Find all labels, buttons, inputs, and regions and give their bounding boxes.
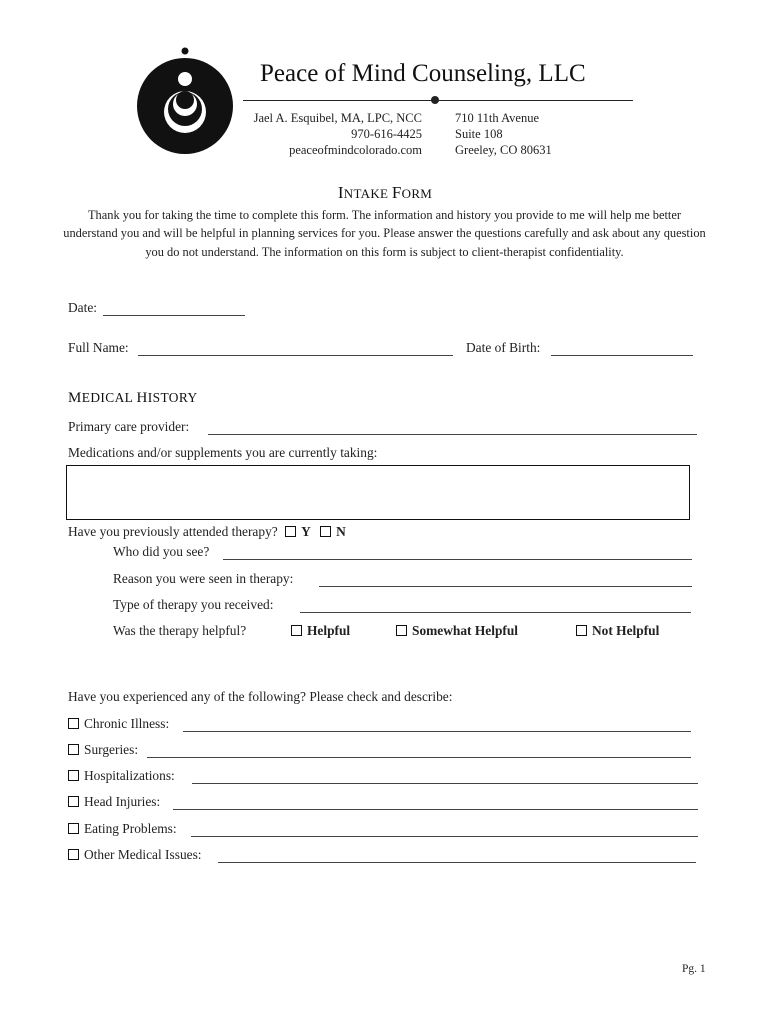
therapist-name: Jael A. Esquibel, MA, LPC, NCC — [253, 111, 422, 125]
reason-field[interactable] — [319, 586, 692, 587]
option-helpful[interactable]: Helpful — [291, 623, 350, 639]
eating-problems-field[interactable] — [191, 836, 698, 837]
address-line-2: Suite 108 — [455, 127, 503, 141]
address — [455, 110, 552, 158]
head-injuries-field[interactable] — [173, 809, 698, 810]
eating-problems-checkbox[interactable] — [68, 823, 79, 834]
page-number: Pg. 1 — [682, 963, 706, 975]
medical-history-heading: MEDICAL HISTORY — [68, 390, 198, 406]
date-label: Date: — [68, 300, 97, 315]
form-title: INTAKE FORM — [337, 183, 433, 202]
company-name: Peace of Mind Counseling, LLC — [260, 60, 586, 87]
not-helpful-checkbox[interactable] — [576, 625, 587, 636]
medications-label: Medications and/or supplements you are currently taking: — [68, 445, 378, 460]
condition-head-injuries: Head Injuries: — [68, 794, 160, 810]
yes-label: Y — [301, 524, 311, 539]
dob-label: Date of Birth: — [466, 340, 541, 355]
full-name-field[interactable] — [138, 355, 453, 356]
dob-field[interactable] — [551, 355, 693, 356]
who-field[interactable] — [223, 559, 692, 560]
intro-paragraph: Thank you for taking the time to complete this form. The information and history you provide to me will help me better understand you and will be helpful in planning services for you. Please answer the questions carefully and ask about any question you do not understand. The information on this form is subject to client-therapist confidentiality. — [63, 208, 706, 259]
chronic-illness-field[interactable] — [183, 731, 691, 732]
website: peaceofmindcolorado.com — [289, 143, 422, 157]
hospitalizations-checkbox[interactable] — [68, 770, 79, 781]
header-rule-dot — [431, 96, 439, 104]
option-not-helpful[interactable]: Not Helpful — [576, 623, 659, 639]
no-label: N — [336, 524, 346, 539]
reason-label: Reason you were seen in therapy: — [113, 571, 294, 586]
head-injuries-checkbox[interactable] — [68, 796, 79, 807]
chronic-illness-checkbox[interactable] — [68, 718, 79, 729]
date-field[interactable] — [103, 315, 245, 316]
condition-hospitalizations: Hospitalizations: — [68, 768, 175, 784]
full-name-label: Full Name: — [68, 340, 129, 355]
who-label: Who did you see? — [113, 544, 210, 559]
primary-care-label: Primary care provider: — [68, 419, 190, 434]
other-medical-field[interactable] — [218, 862, 696, 863]
yes-checkbox[interactable] — [285, 526, 296, 537]
surgeries-checkbox[interactable] — [68, 744, 79, 755]
helpful-checkbox[interactable] — [291, 625, 302, 636]
other-medical-checkbox[interactable] — [68, 849, 79, 860]
primary-care-field[interactable] — [208, 434, 697, 435]
condition-eating-problems: Eating Problems: — [68, 821, 177, 837]
option-somewhat-helpful[interactable]: Somewhat Helpful — [396, 623, 518, 639]
address-line-1: 710 11th Avenue — [455, 111, 540, 125]
helpful-question: Was the therapy helpful? — [113, 623, 247, 638]
address-line-3: Greeley, CO 80631 — [455, 143, 552, 157]
type-field[interactable] — [300, 612, 691, 613]
therapy-question — [68, 524, 346, 540]
company-logo — [135, 46, 235, 158]
phone-number: 970-616-4425 — [351, 127, 422, 141]
somewhat-helpful-checkbox[interactable] — [396, 625, 407, 636]
condition-chronic-illness: Chronic Illness: — [68, 716, 169, 732]
medications-textbox[interactable] — [66, 465, 690, 520]
condition-other-medical: Other Medical Issues: — [68, 847, 202, 863]
no-checkbox[interactable] — [320, 526, 331, 537]
therapy-question-text: Have you previously attended therapy? — [68, 524, 278, 539]
experienced-question: Have you experienced any of the following? Please check and describe: — [68, 689, 453, 704]
surgeries-field[interactable] — [147, 757, 691, 758]
contact-info — [240, 110, 422, 158]
condition-surgeries: Surgeries: — [68, 742, 138, 758]
hospitalizations-field[interactable] — [192, 783, 698, 784]
type-label: Type of therapy you received: — [113, 597, 274, 612]
